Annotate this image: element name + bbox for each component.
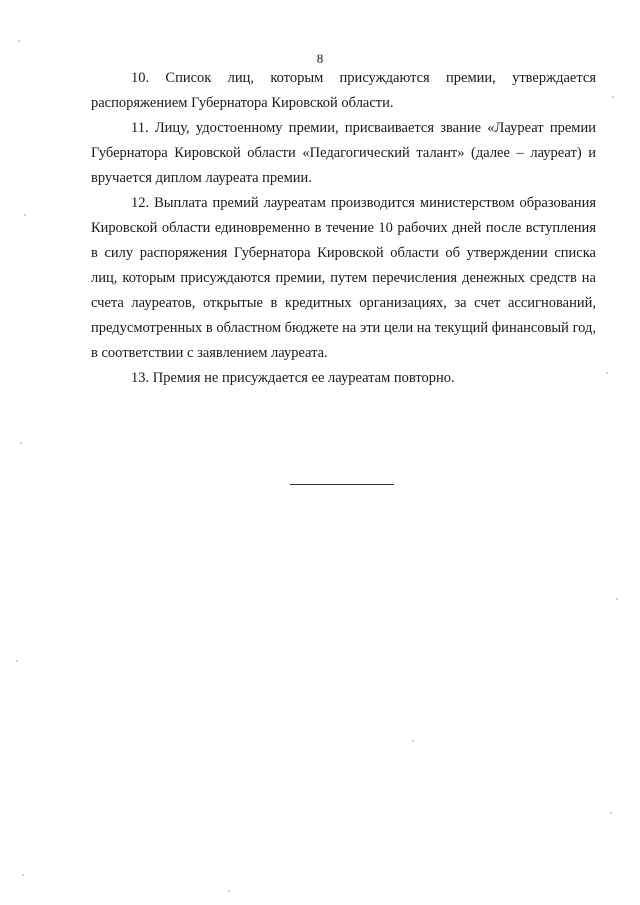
scan-speck <box>16 660 18 662</box>
end-separator-line <box>290 484 394 485</box>
scan-speck <box>412 740 414 742</box>
paragraph-12: 12. Выплата премий лауреатам производится министерством образования Кировской области единовременно в течение 10 рабочих дней после вступления в силу распоряжения Губернатора Кировской области об утверждении списка лиц, которым присуждаются премии, путем перечисления денежных средств на счета лауреатов, открытые в кредитных организациях, за счет ассигнований, предусмотренных в областном бюджете на эти цели на текущий финансовый год, в соответствии с заявлением лауреата. <box>91 195 596 361</box>
scan-speck <box>24 214 26 216</box>
paragraph-10: 10. Список лиц, которым присуждаются премии, утверждается распоряжением Губернатора Кировской области. <box>91 70 596 111</box>
paragraph-13: 13. Премия не присуждается ее лауреатам повторно. <box>131 370 455 386</box>
paragraph-11: 11. Лицу, удостоенному премии, присваивается звание «Лауреат премии Губернатора Кировской области «Педагогический талант» (далее – лауреат) и вручается диплом лауреата премии. <box>91 120 596 186</box>
scan-speck <box>18 40 20 42</box>
scan-speck <box>20 442 22 444</box>
document-body <box>91 66 596 391</box>
scan-speck <box>22 874 24 876</box>
page-number: 8 <box>316 51 324 66</box>
scan-speck <box>612 96 614 98</box>
scan-speck <box>610 812 612 814</box>
scan-speck <box>606 372 608 374</box>
scan-speck <box>616 598 618 600</box>
scan-speck <box>228 890 230 892</box>
